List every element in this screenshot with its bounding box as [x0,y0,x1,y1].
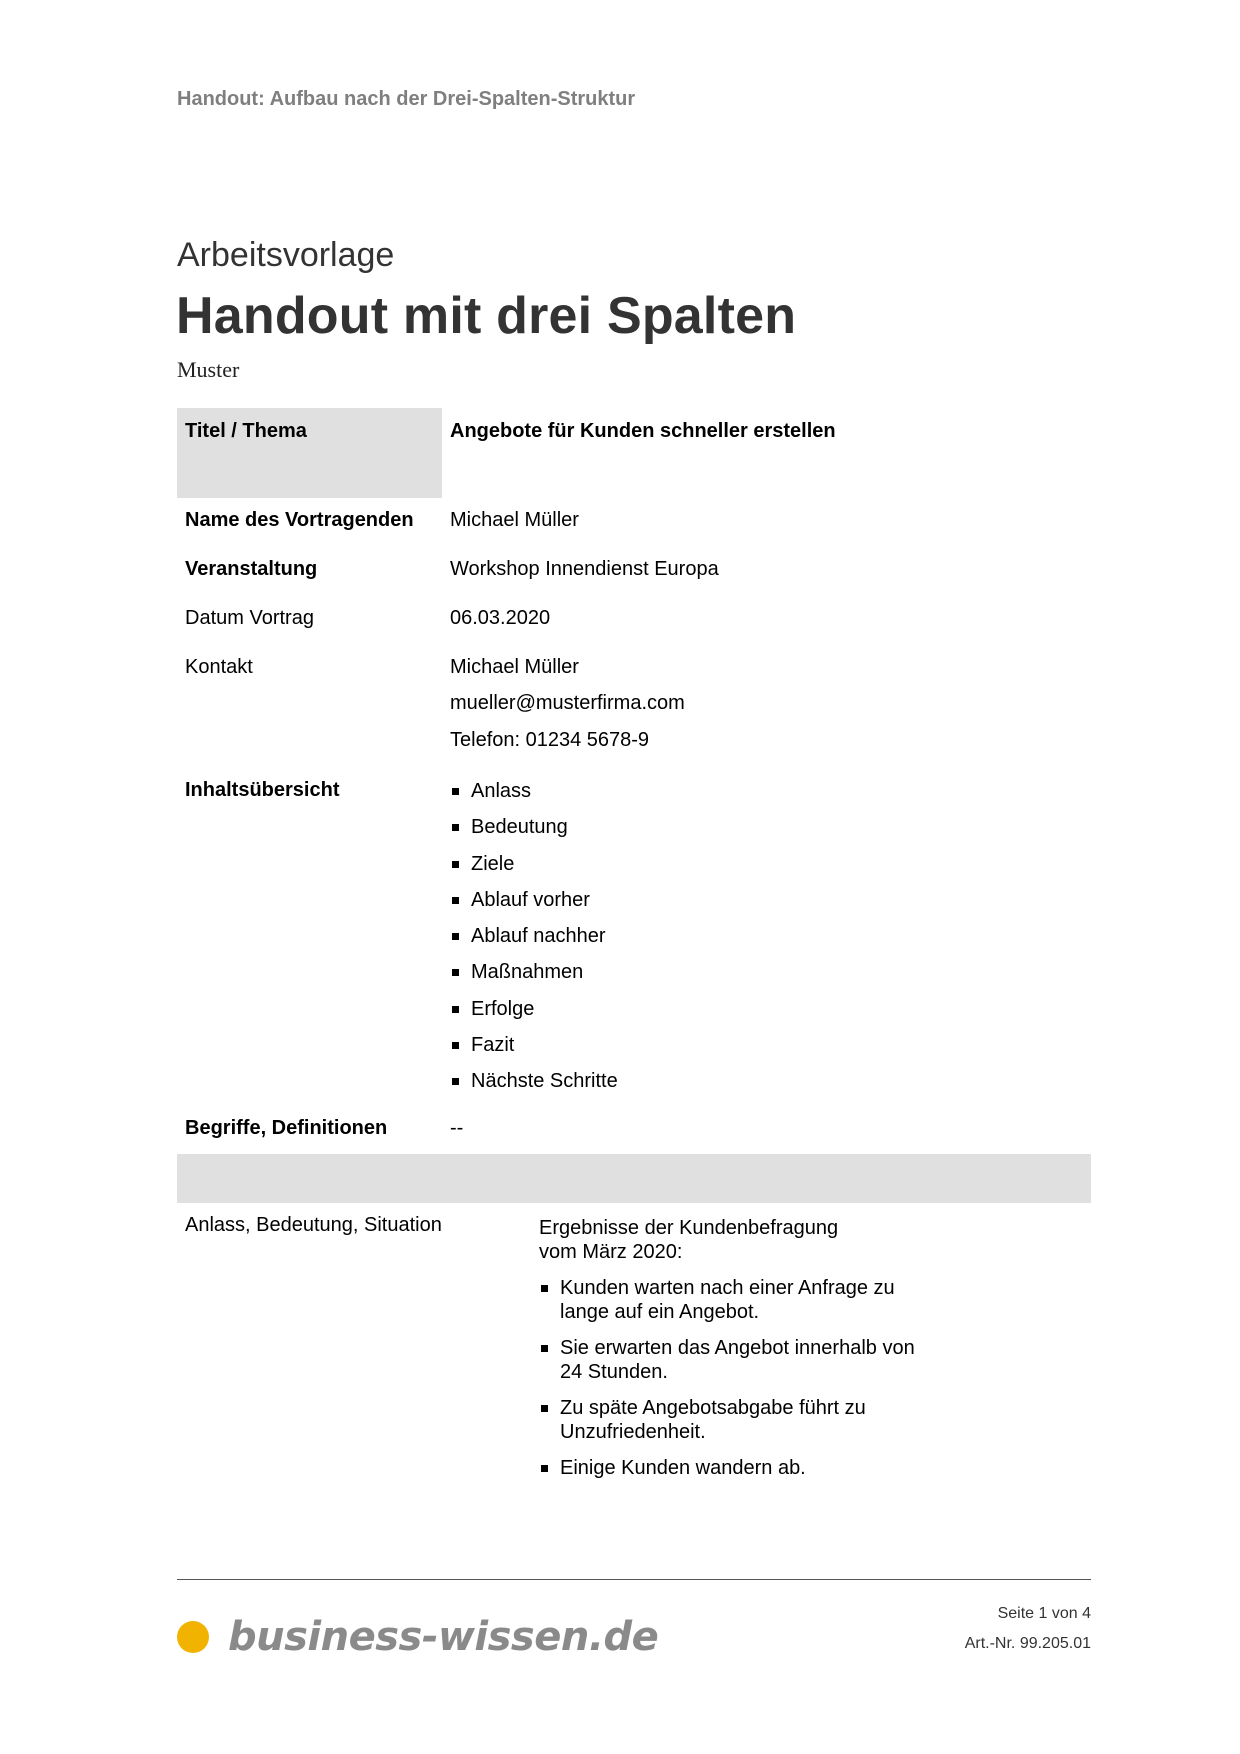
topic-value: Angebote für Kunden schneller erstellen [450,420,836,442]
date-label: Datum Vortrag [185,607,314,629]
contact-email[interactable]: mueller@musterfirma.com [450,692,685,714]
section-label: Anlass, Bedeutung, Situation [185,1214,442,1236]
speaker-value: Michael Müller [450,509,579,531]
date-value: 06.03.2020 [450,607,551,629]
running-header: Handout: Aufbau nach der Drei-Spalten-Struktur [177,88,636,110]
brand-logo: business-wissen.de [228,1614,659,1660]
document-kicker: Arbeitsvorlage [177,236,395,274]
toc-item: Fazit [450,1033,618,1069]
section-list [539,1276,939,1492]
toc-item: Maßnahmen [450,960,618,996]
section-intro: Ergebnisse der Kundenbefragung vom März 2020: [539,1217,839,1263]
footer-rule [177,1579,1091,1580]
logo-dot-icon [177,1621,209,1653]
toc-item: Ablauf nachher [450,924,618,960]
contact-label: Kontakt [185,656,253,678]
toc-label: Inhaltsübersicht [185,779,340,801]
section-list-item: Kunden warten nach einer Anfrage zu lange auf ein Angebot. [539,1276,939,1324]
document-title: Handout mit drei Spalten [176,287,797,345]
page-number: Seite 1 von 4 [997,1605,1091,1622]
article-number: Art.-Nr. 99.205.01 [964,1635,1091,1652]
toc-item: Ziele [450,852,618,888]
contact-name: Michael Müller [450,656,579,678]
section-divider-band [177,1154,1091,1203]
document-subtitle: Muster [177,357,240,382]
event-label: Veranstaltung [185,558,318,580]
toc-item: Ablauf vorher [450,888,618,924]
toc-item: Bedeutung [450,815,618,851]
toc-list [450,779,618,1106]
terms-label: Begriffe, Definitionen [185,1117,388,1139]
toc-item: Erfolge [450,997,618,1033]
terms-value: -- [450,1117,464,1139]
contact-phone: Telefon: 01234 5678-9 [450,729,650,751]
event-value: Workshop Innendienst Europa [450,558,719,580]
section-list-item: Zu späte Angebotsabgabe führt zu Unzufriedenheit. [539,1396,939,1444]
topic-label: Titel / Thema [185,420,307,442]
speaker-label: Name des Vortragenden [185,509,414,531]
toc-item: Nächste Schritte [450,1069,618,1105]
section-list-item: Sie erwarten das Angebot innerhalb von 24 Stunden. [539,1336,939,1384]
toc-item: Anlass [450,779,618,815]
section-list-item: Einige Kunden wandern ab. [539,1456,939,1480]
